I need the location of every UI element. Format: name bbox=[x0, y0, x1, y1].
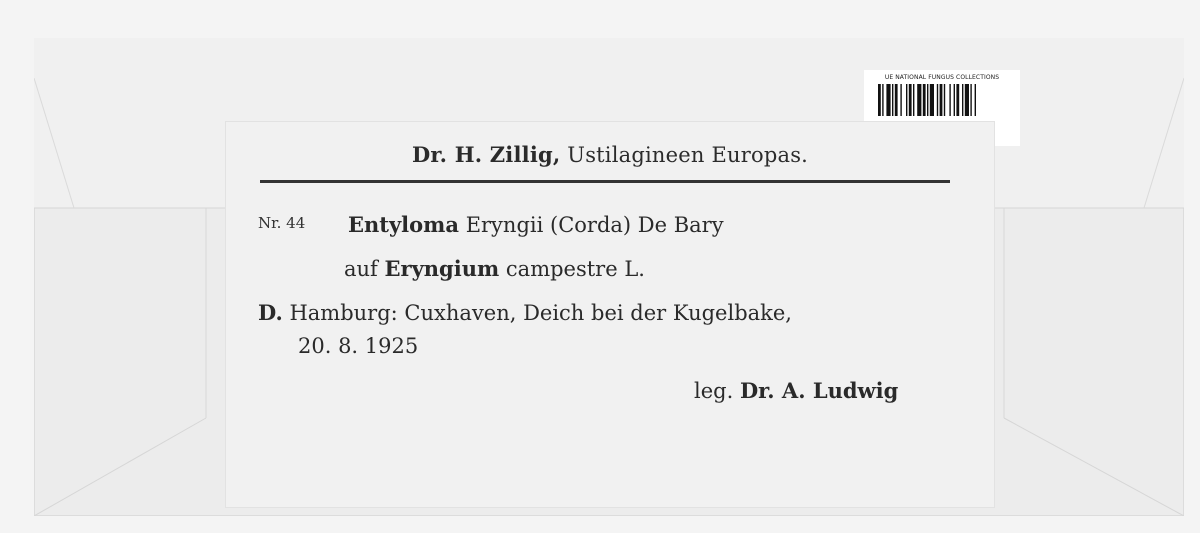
collection-date: 20. 8. 1925 bbox=[298, 334, 419, 358]
collector-prefix: leg. bbox=[694, 379, 734, 403]
host-rest: campestre L. bbox=[505, 257, 645, 281]
barcode-bar bbox=[949, 84, 950, 116]
barcode-icon bbox=[878, 84, 1006, 116]
barcode-bar bbox=[917, 84, 921, 116]
barcode-bar bbox=[962, 84, 963, 116]
barcode-bar bbox=[965, 84, 969, 116]
barcode-bar bbox=[900, 84, 901, 116]
barcode-bar bbox=[937, 84, 938, 116]
host-line bbox=[344, 256, 645, 281]
collector-line bbox=[694, 378, 898, 403]
barcode-bar bbox=[956, 84, 959, 116]
country-code: D. bbox=[258, 300, 283, 325]
locality-text: Hamburg: Cuxhaven, Deich bei der Kugelbake, bbox=[289, 301, 792, 325]
barcode-bar bbox=[954, 84, 955, 116]
barcode-bar bbox=[892, 84, 893, 116]
species-line bbox=[348, 212, 724, 237]
species-rest: Eryngii (Corda) De Bary bbox=[465, 213, 724, 237]
barcode-bar bbox=[895, 84, 898, 116]
header-author: Dr. H. Zillig, bbox=[411, 142, 561, 167]
barcode-bar bbox=[906, 84, 907, 116]
specimen-label bbox=[226, 122, 994, 507]
barcode-bar bbox=[909, 84, 912, 116]
barcode-bar bbox=[944, 84, 945, 116]
label-header bbox=[226, 142, 994, 167]
specimen-number: Nr. 44 bbox=[258, 214, 306, 232]
species-genus: Entyloma bbox=[348, 212, 459, 237]
barcode-bar bbox=[940, 84, 943, 116]
barcode-bar bbox=[878, 84, 881, 116]
header-rule bbox=[260, 180, 950, 183]
locality-line bbox=[258, 300, 792, 325]
collector-name: Dr. A. Ludwig bbox=[739, 378, 899, 403]
barcode-bar bbox=[975, 84, 976, 116]
barcode-caption: UE NATIONAL FUNGUS COLLECTIONS bbox=[884, 74, 1000, 81]
barcode-bar bbox=[886, 84, 890, 116]
host-prefix: auf bbox=[344, 257, 378, 281]
barcode-bar bbox=[882, 84, 883, 116]
host-genus: Eryngium bbox=[384, 256, 500, 281]
barcode-bar bbox=[927, 84, 928, 116]
barcode-bar bbox=[970, 84, 971, 116]
barcode-bar bbox=[913, 84, 914, 116]
header-series: Ustilagineen Europas. bbox=[567, 143, 809, 167]
barcode-bar bbox=[923, 84, 926, 116]
barcode-bar bbox=[930, 84, 934, 116]
